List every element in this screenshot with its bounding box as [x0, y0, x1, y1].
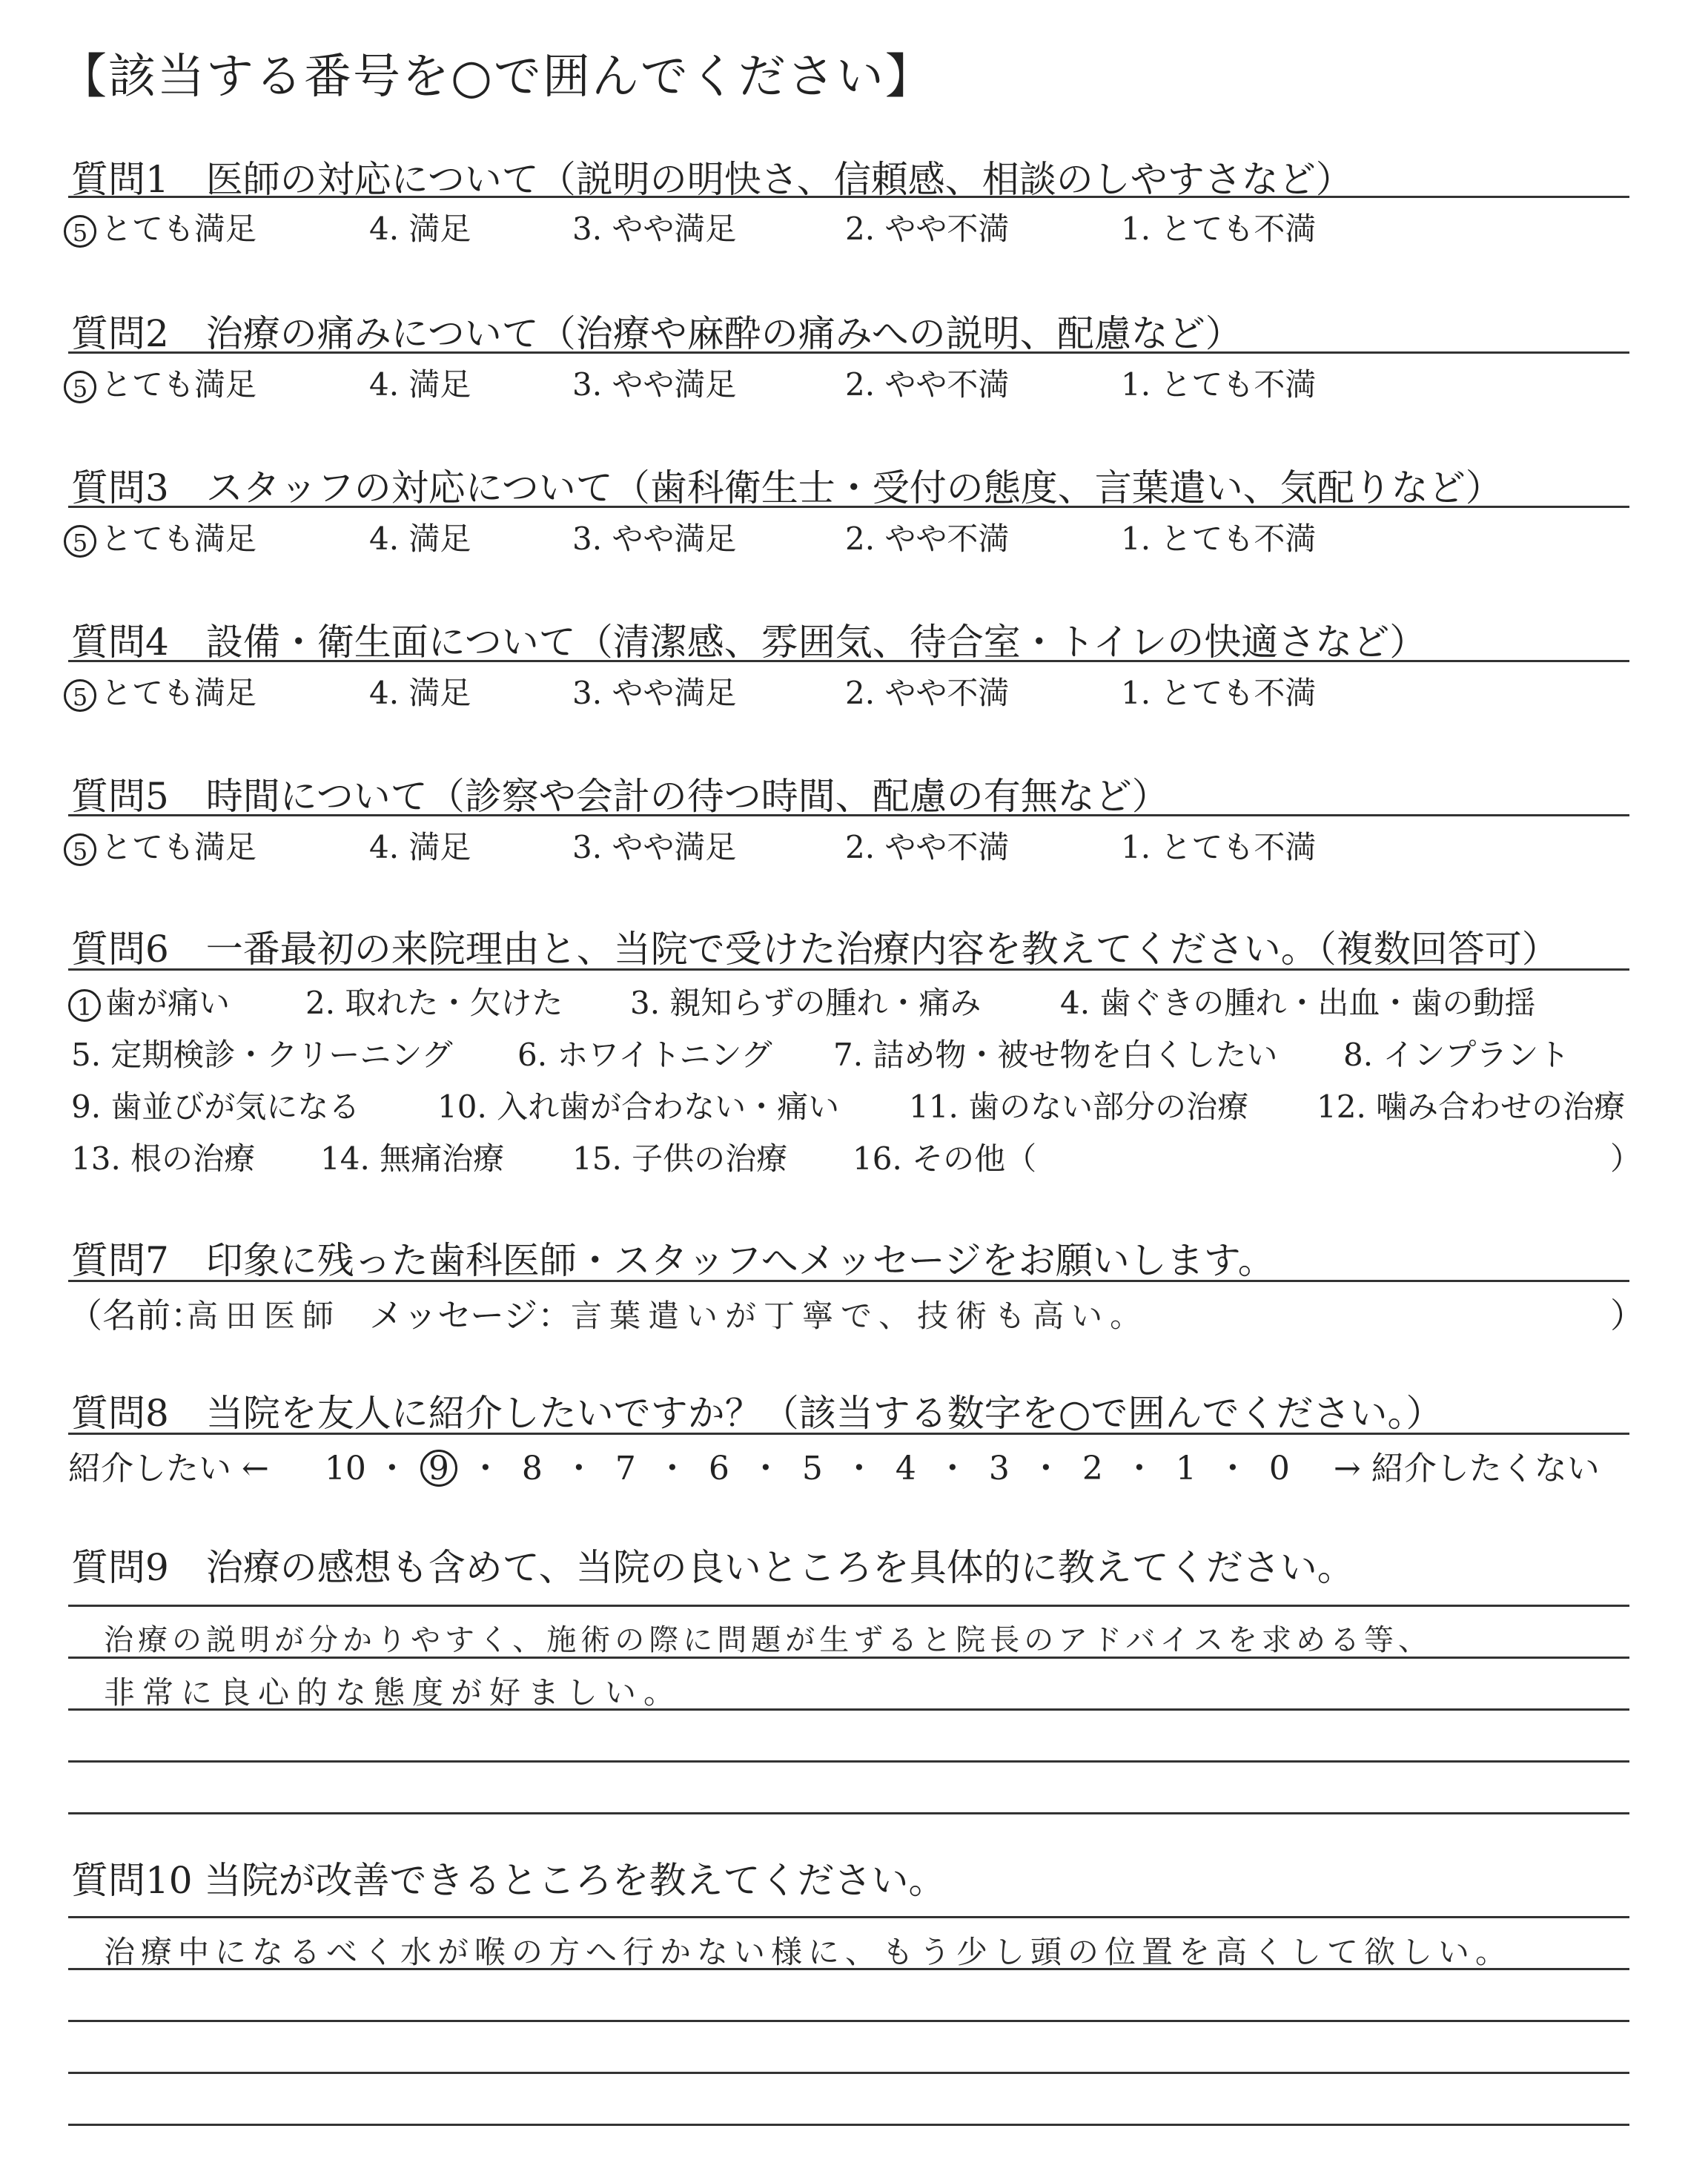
scale-dot: ・ [375, 1450, 408, 1487]
scale-dot: ・ [655, 1450, 689, 1487]
q8-right-label: → 紹介したくない [1333, 1450, 1600, 1487]
option-2[interactable]: 2. やや不満 [845, 211, 1010, 247]
scale-dot: ・ [469, 1450, 502, 1487]
q6-other-close-paren: ） [1610, 1140, 1642, 1177]
question-3-title: 質問3 スタッフの対応について（歯科衛生士・受付の態度、言葉遣い、気配りなど） [71, 466, 1503, 509]
question-6-rule [68, 968, 1629, 971]
scale-4[interactable]: 4 [895, 1450, 916, 1487]
scale-3[interactable]: 3 [988, 1450, 1010, 1487]
q6-option-3[interactable]: 3. 親知らずの腫れ・痛み [630, 985, 982, 1021]
question-9-title: 質問9 治療の感想も含めて、当院の良いところを具体的に教えてください。 [71, 1546, 1354, 1589]
q6-option-13[interactable]: 13. 根の治療 [71, 1140, 256, 1177]
q6-option-6[interactable]: 6. ホワイトニング [517, 1037, 772, 1073]
q7-message-label: メッセージ： [369, 1295, 572, 1335]
option-1[interactable]: 1. とても不満 [1121, 366, 1317, 403]
scale-dot: ・ [936, 1450, 969, 1487]
option-2[interactable]: 2. やや不満 [845, 521, 1010, 557]
q6-option-15[interactable]: 15. 子供の治療 [572, 1140, 788, 1177]
option-3[interactable]: 3. やや満足 [572, 211, 737, 247]
q9-answer-line-4 [68, 1760, 1629, 1763]
q7-message-handwritten[interactable]: 言葉遣いが丁寧で、技術も高い。 [571, 1298, 1149, 1334]
scale-dot: ・ [842, 1450, 875, 1487]
q7-name-label: （名前： [68, 1295, 205, 1335]
question-3-rule [68, 506, 1629, 508]
question-1-rule [68, 196, 1629, 198]
q6-option-16-other[interactable]: 16. その他（ [853, 1140, 1037, 1177]
q6-option-10[interactable]: 10. 入れ歯が合わない・痛い [437, 1089, 840, 1125]
question-2-rule [68, 351, 1629, 354]
question-1-title: 質問1 医師の対応について（説明の明快さ、信頼感、相談のしやすさなど） [71, 158, 1353, 201]
option-1[interactable]: 1. とても不満 [1121, 521, 1317, 557]
q7-name-handwritten[interactable]: 高田医師 [187, 1298, 342, 1334]
q6-option-9[interactable]: 9. 歯並びが気になる [71, 1089, 360, 1125]
q9-answer-line-5 [68, 1812, 1629, 1814]
scale-1[interactable]: 1 [1175, 1450, 1196, 1487]
selected-circle: 5 [64, 215, 96, 248]
scale-6[interactable]: 6 [708, 1450, 729, 1487]
option-3[interactable]: 3. やや満足 [572, 366, 737, 403]
scale-dot: ・ [562, 1450, 595, 1487]
option-4[interactable]: 4. 満足 [369, 211, 471, 247]
option-5-selected[interactable]: 5 とても満足 [64, 515, 256, 559]
q10-answer-line-1 [68, 1916, 1629, 1918]
selected-circle: 5 [64, 525, 96, 558]
question-6-title: 質問6 一番最初の来院理由と、当院で受けた治療内容を教えてください。（複数回答可） [71, 928, 1559, 971]
option-4[interactable]: 4. 満足 [369, 675, 471, 711]
option-2[interactable]: 2. やや不満 [845, 829, 1010, 865]
question-8-title: 質問8 当院を友人に紹介したいですか？（該当する数字を○で囲んでください。） [71, 1392, 1443, 1435]
q6-option-5[interactable]: 5. 定期検診・クリーニング [71, 1037, 453, 1073]
scale-dot: ・ [1029, 1450, 1062, 1487]
scale-9-selected[interactable]: 9 [420, 1450, 457, 1487]
q8-recommend-scale [68, 1441, 1600, 1489]
scale-5[interactable]: 5 [801, 1450, 823, 1487]
scale-0[interactable]: 0 [1268, 1450, 1290, 1487]
selected-circle: 5 [64, 679, 96, 712]
scale-dot: ・ [749, 1450, 782, 1487]
question-4-rule [68, 660, 1629, 662]
option-1[interactable]: 1. とても不満 [1121, 211, 1317, 247]
q6-option-8[interactable]: 8. インプラント [1343, 1037, 1570, 1073]
scale-10[interactable]: 10 [324, 1450, 366, 1487]
q9-answer-line-1 [68, 1605, 1629, 1607]
option-4[interactable]: 4. 満足 [369, 829, 471, 865]
q6-option-1-selected[interactable]: 1 歯が痛い [68, 979, 230, 1023]
selected-circle: 5 [64, 371, 96, 403]
option-5-selected[interactable]: 5 とても満足 [64, 823, 256, 868]
page-title: 【該当する番号を○で囲んでください】 [59, 50, 934, 105]
question-5-rule [68, 814, 1629, 816]
option-1[interactable]: 1. とても不満 [1121, 675, 1317, 711]
scale-dot: ・ [1122, 1450, 1156, 1487]
option-3[interactable]: 3. やや満足 [572, 829, 737, 865]
q10-answer-line-5 [68, 2124, 1629, 2126]
scale-dot: ・ [1216, 1450, 1249, 1487]
question-7-title: 質問7 印象に残った歯科医師・スタッフへメッセージをお願いします。 [71, 1239, 1275, 1282]
question-7-rule [68, 1280, 1629, 1282]
option-1[interactable]: 1. とても不満 [1121, 829, 1317, 865]
q10-answer-line-4 [68, 2072, 1629, 2074]
q7-close-paren: ） [1610, 1295, 1644, 1335]
selected-circle: 5 [64, 833, 96, 866]
option-2[interactable]: 2. やや不満 [845, 366, 1010, 403]
q6-option-12[interactable]: 12. 噛み合わせの治療 [1317, 1089, 1626, 1125]
question-10-title: 質問10 当院が改善できるところを教えてください。 [71, 1859, 946, 1902]
scale-8[interactable]: 8 [521, 1450, 543, 1487]
option-4[interactable]: 4. 満足 [369, 366, 471, 403]
q6-option-14[interactable]: 14. 無痛治療 [320, 1140, 505, 1177]
q6-option-11[interactable]: 11. 歯のない部分の治療 [909, 1089, 1249, 1125]
scale-7[interactable]: 7 [615, 1450, 636, 1487]
q6-option-2[interactable]: 2. 取れた・欠けた [305, 985, 563, 1021]
question-4-title: 質問4 設備・衛生面について（清潔感、雰囲気、待合室・トイレの快適さなど） [71, 621, 1427, 664]
scale-2[interactable]: 2 [1082, 1450, 1103, 1487]
question-5-title: 質問5 時間について（診察や会計の待つ時間、配慮の有無など） [71, 775, 1169, 818]
question-8-rule [68, 1433, 1629, 1435]
option-2[interactable]: 2. やや不満 [845, 675, 1010, 711]
option-5-selected[interactable]: 5 とても満足 [64, 669, 256, 713]
q9-answer-handwritten-line-2[interactable]: 非常に良心的な態度が好ましい。 [104, 1674, 683, 1711]
option-4[interactable]: 4. 満足 [369, 521, 471, 557]
option-3[interactable]: 3. やや満足 [572, 521, 737, 557]
option-3[interactable]: 3. やや満足 [572, 675, 737, 711]
q10-answer-handwritten-line-1[interactable]: 治療中になるべく水が喉の方へ行かない様に、もう少し頭の位置を高くして欲しい。 [104, 1934, 1513, 1970]
q6-option-7[interactable]: 7. 詰め物・被せ物を白くしたい [833, 1037, 1278, 1073]
q10-answer-line-3 [68, 2020, 1629, 2022]
question-2-title: 質問2 治療の痛みについて（治療や麻酔の痛みへの説明、配慮など） [71, 312, 1242, 355]
selected-circle: 1 [68, 989, 101, 1022]
q6-option-4[interactable]: 4. 歯ぐきの腫れ・出血・歯の動揺 [1060, 985, 1536, 1021]
option-5-selected[interactable]: 5 とても満足 [64, 205, 256, 249]
option-5-selected[interactable]: 5 とても満足 [64, 360, 256, 405]
q9-answer-handwritten-line-1[interactable]: 治療の説明が分かりやすく、施術の際に問題が生ずると院長のアドバイスを求める等、 [104, 1623, 1432, 1657]
q8-left-label: 紹介したい ← [68, 1450, 269, 1487]
